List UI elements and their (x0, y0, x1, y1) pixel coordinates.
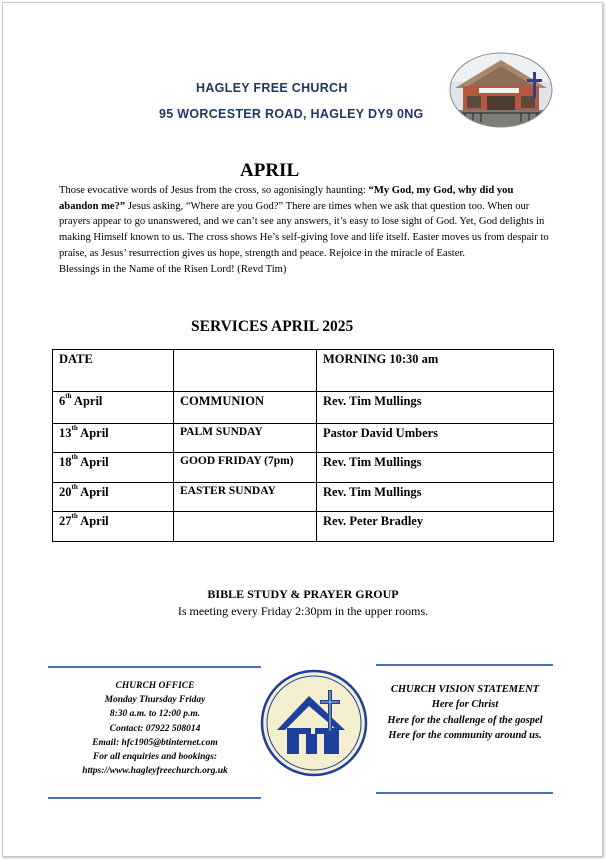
month-title: APRIL (240, 160, 300, 181)
services-title: SERVICES APRIL 2025 (191, 318, 354, 335)
divider (376, 664, 553, 666)
intro-body: Jesus asking, “Where are you God?” There are times when we ask that question too. When our prayers appear to go unanswered, and we can’t see any answers, it’s easy to lose sight of God. Yet, God delights in making Himself known to us. The cross shows He’s self-giving love and life itself. Easter moves us from despair to praise, as Jesus’ resurrection gives us hope, strength and peace. Rejoice in the miracle of Easter. (59, 200, 549, 259)
service-minister: Rev. Peter Bradley (317, 512, 554, 542)
vision-line-2: Here for the challenge of the gospel (387, 714, 543, 726)
church-photo (449, 52, 553, 128)
vision-line-1: Here for Christ (431, 699, 499, 711)
services-table (52, 349, 554, 542)
service-date: 27th April (53, 512, 174, 542)
intro-quote: “My God, my God, why did you abandon me?” (59, 185, 514, 212)
office-website-link[interactable]: https://www.hagleyfreechurch.org.uk (82, 766, 228, 777)
vision-title: CHURCH VISION STATEMENT (390, 684, 540, 695)
table-row (53, 392, 554, 424)
table-row (53, 424, 554, 453)
divider (48, 797, 261, 799)
service-name: EASTER SUNDAY (174, 483, 317, 512)
divider (48, 666, 261, 668)
header-service (174, 350, 317, 392)
vision-statement-box (372, 682, 558, 744)
service-date: 6th April (53, 392, 174, 424)
table-row (53, 512, 554, 542)
intro-message (59, 183, 549, 277)
bible-study-text: Is meeting every Friday 2:30pm in the upper rooms. (177, 604, 429, 618)
bible-study-title: BIBLE STUDY & PRAYER GROUP (207, 587, 399, 601)
header-date: DATE (53, 350, 174, 392)
service-name: PALM SUNDAY (174, 424, 317, 453)
service-minister: Rev. Tim Mullings (317, 453, 554, 483)
office-enquiries: For all enquiries and bookings: (92, 752, 218, 763)
office-contact: Contact: 07922 508014 (109, 723, 201, 734)
intro-blessing: Blessings in the Name of the Risen Lord! (Revd Tim) (59, 263, 287, 275)
office-title: CHURCH OFFICE (115, 681, 195, 691)
service-name: GOOD FRIDAY (7pm) (174, 453, 317, 483)
service-name (174, 512, 317, 542)
service-minister: Pastor David Umbers (317, 424, 554, 453)
table-row (53, 483, 554, 512)
header-minister: MORNING 10:30 am (317, 350, 554, 392)
church-address: 95 WORCESTER ROAD, HAGLEY DY9 0NG (159, 107, 424, 121)
table-row (53, 453, 554, 483)
table-header-row (53, 350, 554, 392)
divider (376, 792, 553, 794)
office-hours: 8:30 a.m. to 12:00 p.m. (109, 709, 201, 720)
office-email[interactable]: Email: hfc1905@btinternet.com (92, 737, 218, 748)
church-office-box (50, 679, 260, 778)
church-logo-icon (259, 668, 369, 778)
service-name: COMMUNION (174, 392, 317, 424)
service-date: 20th April (53, 483, 174, 512)
service-date: 13th April (53, 424, 174, 453)
service-minister: Rev. Tim Mullings (317, 392, 554, 424)
church-name: HAGLEY FREE CHURCH (196, 81, 348, 95)
office-days: Monday Thursday Friday (104, 695, 206, 706)
service-minister: Rev. Tim Mullings (317, 483, 554, 512)
service-date: 18th April (53, 453, 174, 483)
intro-lead: Those evocative words of Jesus from the cross, so agonisingly haunting: (59, 185, 369, 196)
vision-line-3: Here for the community around us. (388, 730, 542, 742)
